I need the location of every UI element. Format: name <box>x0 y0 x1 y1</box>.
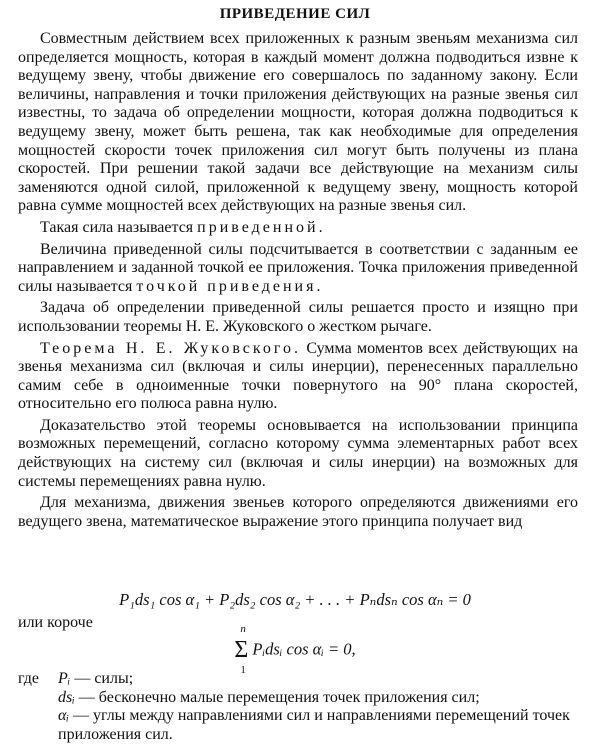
paragraph-1: Совместным действием всех приложенных к разным звеньям механизма сил определяется мощность, которая в каждый момент должна подводиться извне к ведущему звену, чтобы движение его совершалось по заданному закону. Если величины, направления и точки приложения действующих на разные звенья сил известны, то задача об определении мощности, которая должна подводиться к ведущему звену, может быть решена, так как необходимые для определения мощностей скорости точек приложения сил могут быть получены из плана скоростей. При решении такой задачи все действующие на механизм силы заменяются одной силой, приложенной к ведущему звену, мощность которой равна сумме мощностей всех действующих на разные звенья сил. <box>18 30 578 215</box>
paragraph-6: Доказательство этой теоремы основывается на использовании принципа возможных перемещений, согласно которому сумма элементарных работ всех действующих на систему сил (включая и силы инерции) на возможных для системы перемещениях равна нулю. <box>18 416 578 490</box>
definition-symbol: Pᵢ <box>58 670 71 687</box>
section-title: ПРИВЕДЕНИЕ СИЛ <box>219 6 371 22</box>
paragraph-3 <box>18 241 578 297</box>
definition-text: — углы между направлениями сил и направлениями перемещений точек приложения сил. <box>58 707 570 743</box>
paragraph-2 <box>18 219 578 238</box>
definition-row <box>18 689 578 708</box>
definition-symbol: dsᵢ <box>58 688 75 706</box>
theorem-title: Теорема Н. Е. Жуковского. <box>40 339 302 357</box>
paragraph-7: Для механизма, движения звеньев которого определяются движениями его ведущего звена, математическое выражение этого принципа получает вид <box>18 494 578 530</box>
theorem-text: Сумма моментов всех действующих на звенья механизма сил (включая и силы инерции), перенесенных параллельно самим себе в одноименные точки повернутого на 90° плана скоростей, относительно его полюса равна нулю. <box>18 339 579 413</box>
paragraph-2-text: Такая сила называется <box>40 218 198 236</box>
paragraph-5 <box>18 340 578 414</box>
paragraph-3-text: Величина приведенной силы подсчитывается в соответствии с заданным ее направлением и заданной точкой ее приложения. Точка приложения приведенной силы называется <box>18 240 578 295</box>
definition-text: — бесконечно малые перемещения точек приложения сил; <box>74 688 480 706</box>
definition-row <box>18 670 578 689</box>
formula-sum <box>0 623 590 676</box>
paragraph-4: Задача об определении приведенной силы решается просто и изящно при использовании теоремы Н. Е. Жуковского о жестком рычаге. <box>18 299 578 335</box>
body-text <box>18 30 578 534</box>
term-reduction-point: точкой приведения. <box>136 277 324 295</box>
sum-body: Pᵢdsᵢ cos αᵢ = 0, <box>252 639 356 659</box>
sum-upper-limit: n <box>240 623 246 635</box>
sum-lower-limit: 1 <box>240 664 246 676</box>
formula-virtual-work: P₁ds₁ cos α₁ + P₂ds₂ cos α₂ + . . . + Pₙdsₙ cos αₙ = 0 <box>119 590 471 609</box>
definitions <box>18 670 578 744</box>
definition-text: — силы; <box>70 670 134 687</box>
or-shorter-label: или короче <box>18 614 93 631</box>
definition-row <box>18 707 578 744</box>
definition-symbol: αᵢ <box>58 707 69 725</box>
sigma-symbol: Σ n 1 <box>234 623 249 676</box>
where-label: где <box>18 670 40 687</box>
term-reduced: приведенной. <box>197 218 326 236</box>
